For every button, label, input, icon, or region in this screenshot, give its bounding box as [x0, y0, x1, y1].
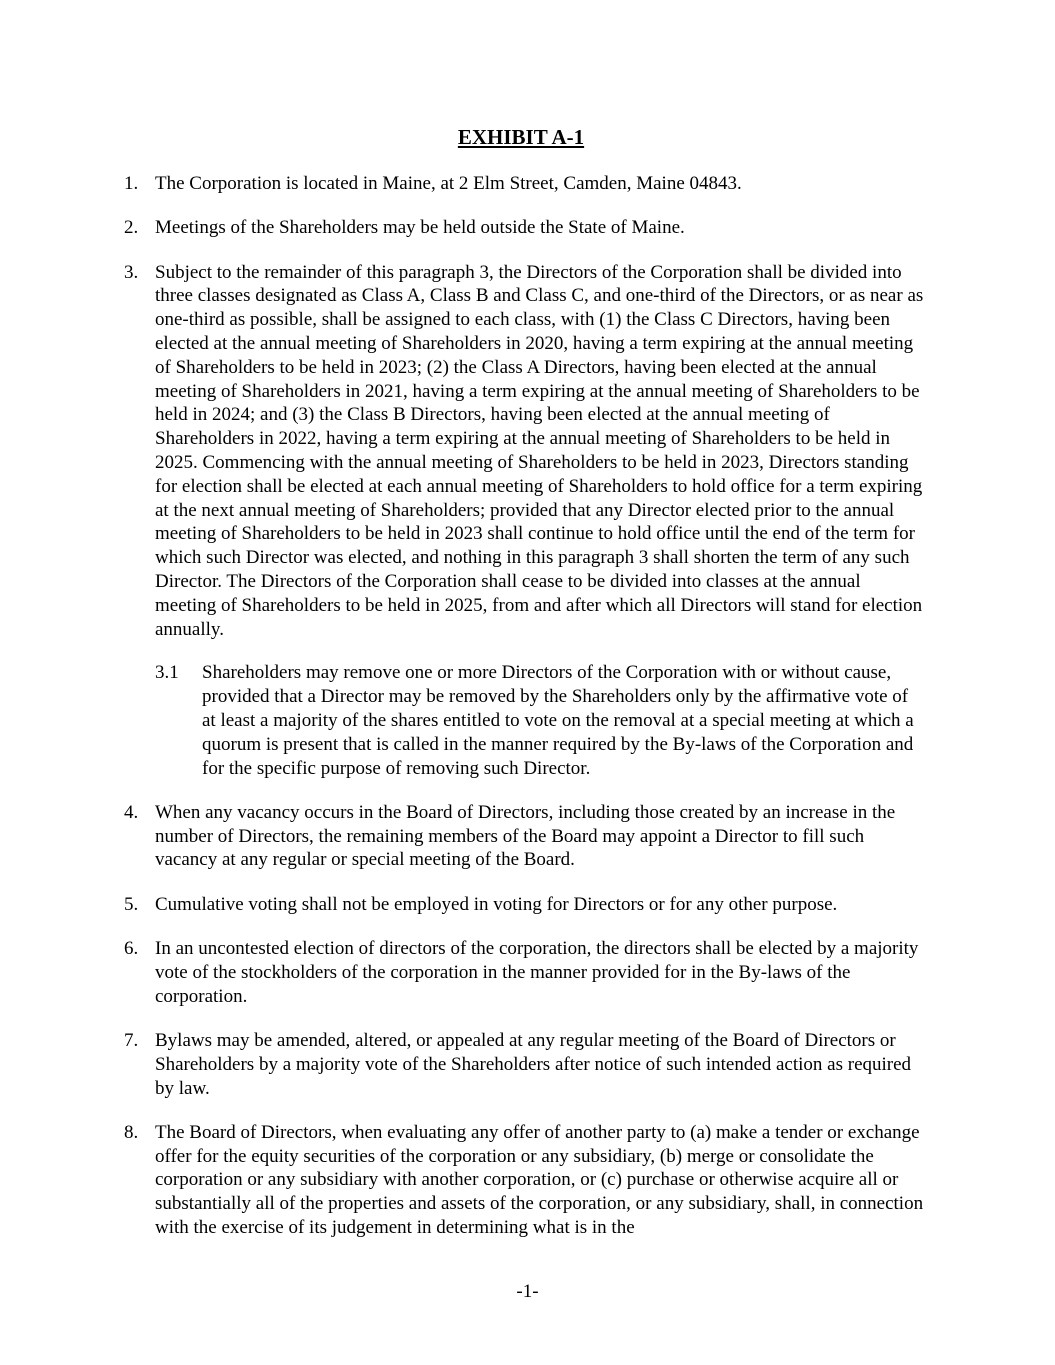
paragraph-text: Bylaws may be amended, altered, or appealed at any regular meeting of the Board of Directors or Shareholders by a majority vote of the Shareholders after notice of such intended action as required by law. — [155, 1029, 912, 1099]
paragraph-number: 8. — [124, 1121, 139, 1143]
document-body — [0, 172, 1055, 1260]
paragraph-7 — [0, 1029, 925, 1100]
paragraph-8 — [0, 1121, 925, 1240]
paragraph-number: 1. — [124, 173, 139, 194]
paragraph-number: 7. — [124, 1029, 139, 1051]
paragraph-text: In an uncontested election of directors of the corporation, the directors shall be elected by a majority vote of the stockholders of the corporation in the manner provided for in the By-laws of the corporation. — [155, 938, 919, 1007]
paragraph-text: When any vacancy occurs in the Board of Directors, including those created by an increase in the number of Directors, the remaining members of the Board may appoint a Director to fill such vacancy at any regular or special meeting of the Board. — [155, 801, 896, 871]
paragraph-number: 4. — [124, 801, 139, 823]
paragraph-number: 3. — [124, 261, 139, 283]
subparagraph-number: 3.1 — [155, 662, 179, 684]
paragraph-number: 6. — [124, 938, 139, 960]
paragraph-text: The Board of Directors, when evaluating any offer of another party to (a) make a tender or exchange offer for the equity securities of the corporation or any subsidiary, (b) merge or consolidate the corporation or any subsidiary with another corporation, or (c) purchase or otherwise acquire all or substantially all of the properties and assets of the corporation, or any subsidiary, shall, in connection with the exercise of its judgement in determining what is in the — [155, 1121, 924, 1238]
paragraph-1 — [0, 172, 925, 196]
paragraph-text: The Corporation is located in Maine, at 2 Elm Street, Camden, Maine 04843. — [155, 173, 742, 194]
paragraph-number: 2. — [124, 217, 139, 239]
paragraph-text: Meetings of the Shareholders may be held outside the State of Maine. — [155, 217, 685, 239]
paragraph-5 — [0, 893, 925, 917]
paragraph-4 — [0, 801, 925, 872]
subparagraph-text: Shareholders may remove one or more Directors of the Corporation with or without cause, provided that a Director may be removed by the Shareholders only by the affirmative vote of at least a majority of the shares entitled to vote on the removal at a special meeting at which a quorum is present that is called in the manner required by the By-laws of the Corporation and for the specific purpose of removing such Director. — [202, 662, 914, 779]
paragraph-text: Subject to the remainder of this paragraph 3, the Directors of the Corporation shall be divided into three classes designated as Class A, Class B and Class C, and one-third of the Directors, or as near as one-third as possible, shall be assigned to each class, with (1) the Class C Directors, having been elected at the annual meeting of Shareholders in 2020, having a term expiring at the annual meeting of Shareholders to be held in 2023; (2) the Class A Directors, having been elected at the annual meeting of Shareholders in 2021, having a term expiring at the annual meeting of Shareholders to be held in 2024; and (3) the Class B Directors, having been elected at the annual meeting of Shareholders in 2022, having a term expiring at the annual meeting of Shareholders to be held in 2025. Commencing with the annual meeting of Shareholders to be held in 2023, Directors standing for election shall be elected at each annual meeting of Shareholders to hold office for a term expiring at the next annual meeting of Shareholders; provided that any Director elected prior to the annual meeting of Shareholders to be held in 2023 shall continue to hold office until the end of the term for which such Director was elected, and nothing in this paragraph 3 shall shorten the term of any such Director. The Directors of the Corporation shall cease to be divided into classes at the annual meeting of Shareholders to be held in 2025, from and after which all Directors will stand for election annually. — [155, 261, 924, 640]
paragraph-3 — [0, 261, 925, 642]
page-number: -1- — [516, 1281, 539, 1302]
paragraph-text: Cumulative voting shall not be employed in voting for Directors or for any other purpose. — [155, 893, 838, 915]
page-title: EXHIBIT A-1 — [457, 125, 585, 149]
paragraph-number: 5. — [124, 893, 139, 915]
paragraph-6 — [0, 937, 925, 1008]
paragraph-2 — [0, 216, 925, 240]
paragraph-3-1 — [0, 661, 924, 780]
